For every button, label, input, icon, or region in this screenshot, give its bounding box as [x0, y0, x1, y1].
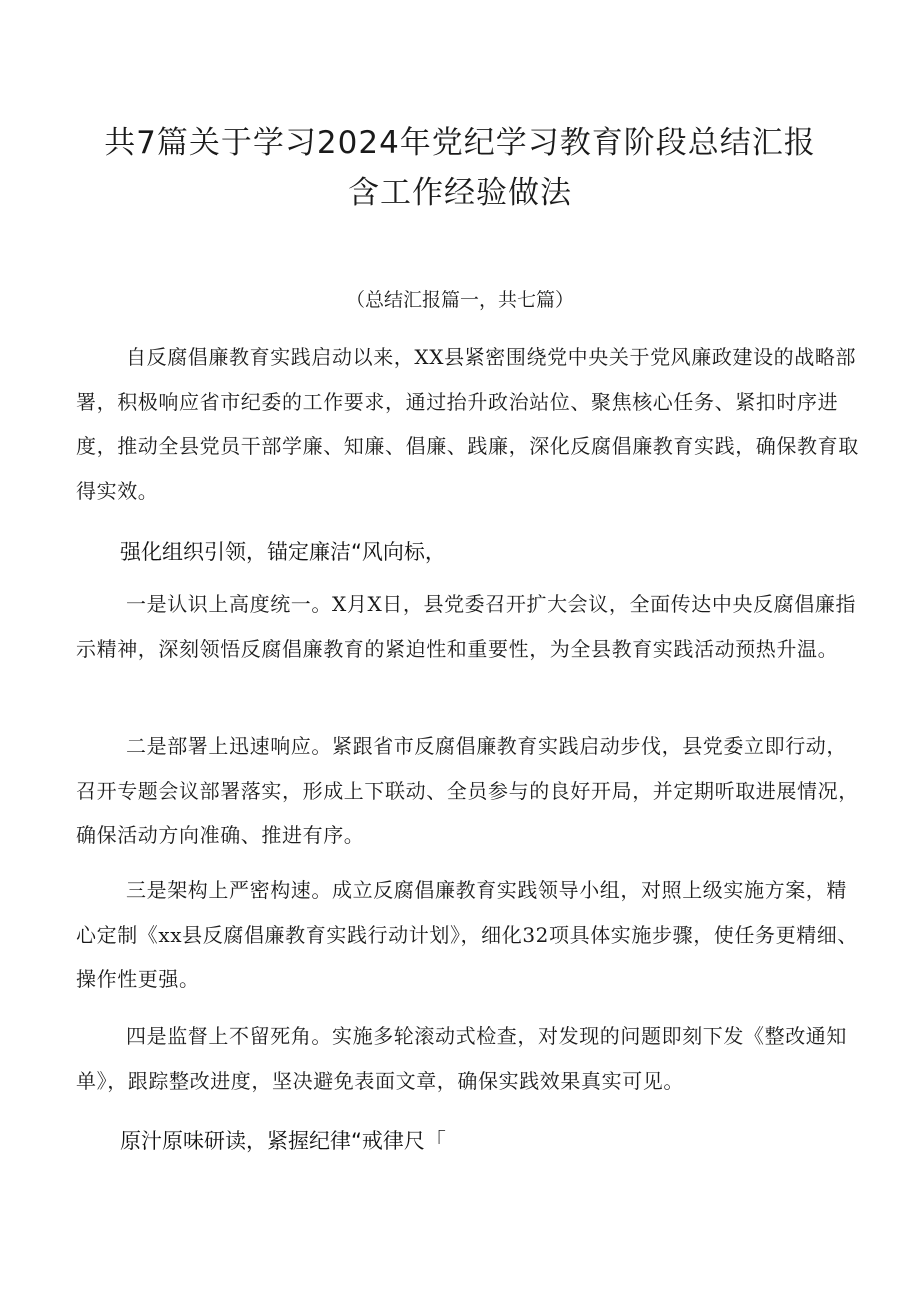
title-line-2: 含工作经验做法 — [348, 175, 572, 211]
paragraph-point-1: 一是认识上高度统一。X月X日，县党委召开扩大会议，全面传达中央反腐倡廉指示精神，深刻领悟反腐倡廉教育的紧迫性和重要性，为全县教育实践活动预热升温。 — [76, 592, 857, 661]
document-subtitle: （总结汇报篇一，共七篇） — [345, 289, 574, 311]
title-line-1: 共7篇关于学习2024年党纪学习教育阶段总结汇报 — [104, 125, 816, 161]
section-heading-2: 原汁原味研读，紧握纪律“戒律尺「 — [120, 1129, 446, 1153]
paragraph-point-4: 四是监督上不留死角。实施多轮滚动式检查，对发现的问题即刻下发《整改通知单》，跟踪整改进度，坚决避免表面文章，确保实践效果真实可见。 — [76, 1024, 847, 1093]
paragraph-point-2: 二是部署上迅速响应。紧跟省市反腐倡廉教育实践启动步伐，县党委立即行动，召开专题会议部署落实，形成上下联动、全员参与的良好开局，并定期听取进展情况，确保活动方向准确、推进有序。 — [76, 734, 859, 847]
paragraph-point-3: 三是架构上严密构速。成立反腐倡廉教育实践领导小组，对照上级实施方案，精心定制《xx县反腐倡廉教育实践行动计划》，细化32项具体实施步骤，使任务更精细、操作性更强。 — [76, 878, 859, 991]
intro-paragraph: 自反腐倡廉教育实践启动以来，XX县紧密围绕党中央关于党风廉政建设的战略部署，积极响应省市纪委的工作要求，通过抬升政治站位、聚焦核心任务、紧扣时序进度，推动全县党员干部学廉、知廉、倡廉、践廉，深化反腐倡廉教育实践，确保教育取得实效。 — [76, 345, 859, 503]
section-heading-1: 强化组织引领，锚定廉洁“风向标， — [120, 540, 446, 564]
document-title — [60, 118, 860, 218]
